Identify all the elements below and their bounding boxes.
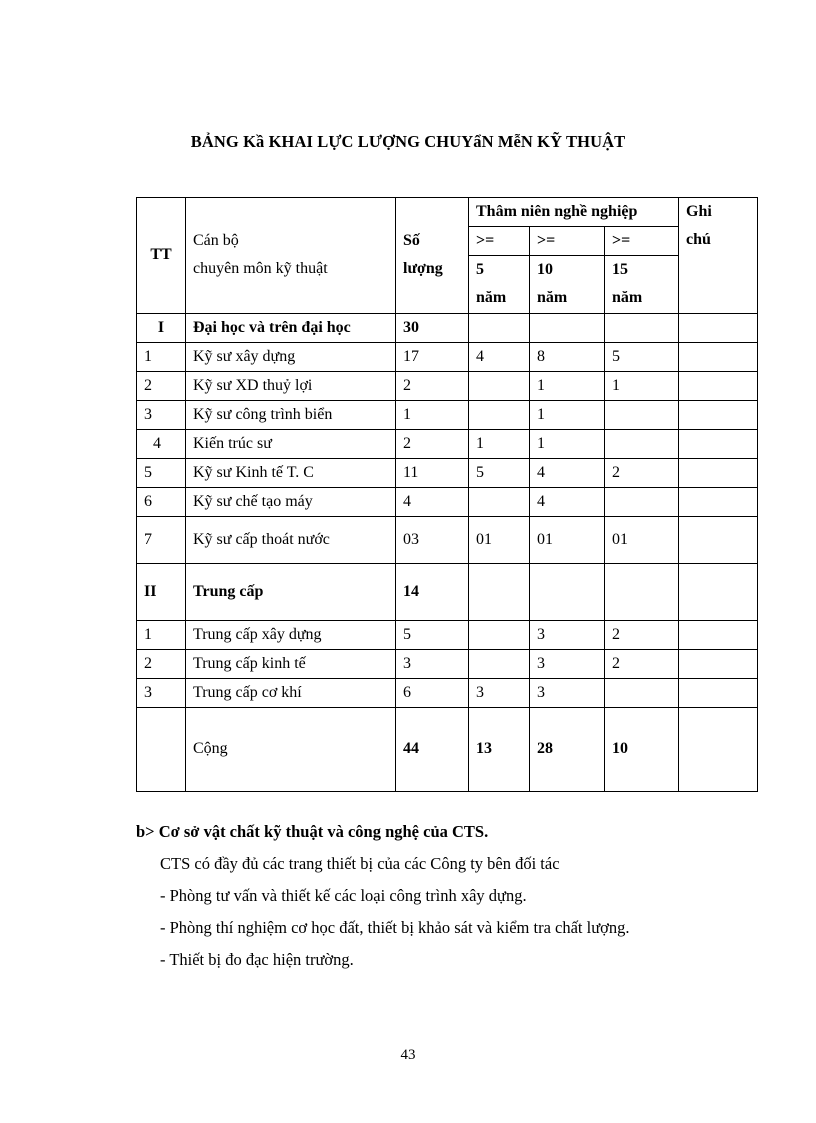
cell-y15: 2 [605,620,679,649]
facilities-section [136,816,630,976]
cell-y10: 8 [530,342,605,371]
header-ge-5: >= [469,227,530,256]
cell-qty: 3 [396,649,469,678]
cell-y10: 4 [530,487,605,516]
header-ghi-chu-line2: chú [686,231,711,248]
header-can-bo-line1: Cán bộ [193,232,239,250]
cell-y5 [469,620,530,649]
cell-qty: 14 [396,563,469,620]
section-heading: b> Cơ sở vật chất kỹ thuật và công nghệ của CTS. [136,822,489,841]
table-row [137,400,758,429]
cell-name: Trung cấp kinh tế [186,649,396,678]
cell-tt: 5 [137,458,186,487]
table-row [137,313,758,342]
table-row [137,678,758,707]
cell-note [679,649,758,678]
cell-y15 [605,400,679,429]
cell-qty: 44 [396,707,469,791]
header-nam-10: năm [530,284,605,313]
table-row [137,371,758,400]
cell-y5 [469,563,530,620]
cell-name: Kỹ sư cấp thoát nước [186,516,396,563]
cell-name: Kỹ sư XD thuỷ lợi [186,371,396,400]
header-ge-10: >= [530,227,605,256]
page-number: 43 [400,1047,416,1063]
cell-note [679,342,758,371]
table-row [137,342,758,371]
header-so-luong-line2: lượng [403,260,443,278]
section-line: - Thiết bị đo đạc hiện trường. [160,950,354,969]
cell-note [679,707,758,791]
table-row-total [137,707,758,791]
cell-y10 [530,313,605,342]
cell-name: Kỹ sư chế tạo máy [186,487,396,516]
cell-y10: 1 [530,371,605,400]
cell-note [679,487,758,516]
header-years-15: 15 [605,256,679,285]
cell-tt: 3 [137,678,186,707]
cell-tt: 2 [137,371,186,400]
cell-tt: I [137,313,186,342]
cell-y5: 01 [469,516,530,563]
cell-name: Kiến trúc sư [186,429,396,458]
cell-y10: 3 [530,620,605,649]
table-row [137,487,758,516]
cell-tt: 1 [137,342,186,371]
cell-y10: 3 [530,678,605,707]
section-line: CTS có đầy đủ các trang thiết bị của các Công ty bên đối tác [160,854,560,873]
cell-y15 [605,313,679,342]
cell-y5 [469,487,530,516]
cell-y15: 5 [605,342,679,371]
header-can-bo-line2: chuyên môn kỹ thuật [193,260,328,278]
cell-y15 [605,678,679,707]
cell-qty: 30 [396,313,469,342]
cell-tt: 7 [137,516,186,563]
section-line: - Phòng tư vấn và thiết kế các loại công trình xây dựng. [160,886,527,905]
cell-note [679,563,758,620]
cell-y15: 01 [605,516,679,563]
cell-tt: 2 [137,649,186,678]
cell-y5 [469,400,530,429]
cell-note [679,620,758,649]
cell-qty: 1 [396,400,469,429]
table-row [137,429,758,458]
cell-y15 [605,487,679,516]
cell-y15 [605,563,679,620]
cell-name: Kỹ sư công trình biển [186,400,396,429]
cell-y15 [605,429,679,458]
cell-y5: 4 [469,342,530,371]
table-row [137,649,758,678]
table-row [137,516,758,563]
header-can-bo [186,198,396,314]
cell-y10: 1 [530,400,605,429]
cell-y10: 3 [530,649,605,678]
cell-note [679,429,758,458]
cell-y5 [469,313,530,342]
cell-tt: 3 [137,400,186,429]
cell-qty: 2 [396,371,469,400]
cell-note [679,400,758,429]
table-row [137,458,758,487]
header-ghi-chu [679,198,758,314]
table-row [137,563,758,620]
header-ghi-chu-line1: Ghi [686,203,712,220]
cell-y15: 10 [605,707,679,791]
header-so-luong [396,198,469,314]
cell-note [679,516,758,563]
cell-qty: 11 [396,458,469,487]
cell-y10: 1 [530,429,605,458]
header-nam-5: năm [469,284,530,313]
cell-y5: 5 [469,458,530,487]
cell-name: Cộng [186,707,396,791]
header-years-5: 5 [469,256,530,285]
cell-name: Trung cấp xây dựng [186,620,396,649]
section-line: - Phòng thí nghiệm cơ học đất, thiết bị khảo sát và kiểm tra chất lượng. [160,918,630,937]
header-ge-15: >= [605,227,679,256]
personnel-table [136,197,758,792]
cell-tt: II [137,563,186,620]
header-years-10: 10 [530,256,605,285]
cell-y15: 2 [605,649,679,678]
cell-y15: 2 [605,458,679,487]
cell-y10 [530,563,605,620]
cell-name: Đại học và trên đại học [186,313,396,342]
cell-tt [137,707,186,791]
table-row [137,620,758,649]
cell-note [679,678,758,707]
cell-qty: 5 [396,620,469,649]
cell-y10: 28 [530,707,605,791]
cell-name: Trung cấp [186,563,396,620]
cell-note [679,313,758,342]
cell-tt: 6 [137,487,186,516]
cell-tt: 4 [137,429,186,458]
cell-y5: 1 [469,429,530,458]
header-tham-nien: Thâm niên nghề nghiệp [469,198,679,227]
cell-y10: 4 [530,458,605,487]
cell-tt: 1 [137,620,186,649]
header-tt: TT [137,198,186,314]
cell-y5: 13 [469,707,530,791]
cell-name: Kỹ sư xây dựng [186,342,396,371]
cell-y5 [469,649,530,678]
header-so-luong-line1: Số [403,232,420,250]
cell-y15: 1 [605,371,679,400]
cell-name: Kỹ sư Kinh tế T. C [186,458,396,487]
page-title: BẢNG Kầ KHAI LỰC LƯỢNG CHUYẩN MễN KỸ THUẬT [190,132,626,151]
cell-y5 [469,371,530,400]
cell-note [679,371,758,400]
header-nam-15: năm [605,284,679,313]
cell-note [679,458,758,487]
cell-y5: 3 [469,678,530,707]
cell-qty: 4 [396,487,469,516]
cell-qty: 6 [396,678,469,707]
cell-name: Trung cấp cơ khí [186,678,396,707]
cell-qty: 03 [396,516,469,563]
cell-qty: 17 [396,342,469,371]
cell-qty: 2 [396,429,469,458]
cell-y10: 01 [530,516,605,563]
